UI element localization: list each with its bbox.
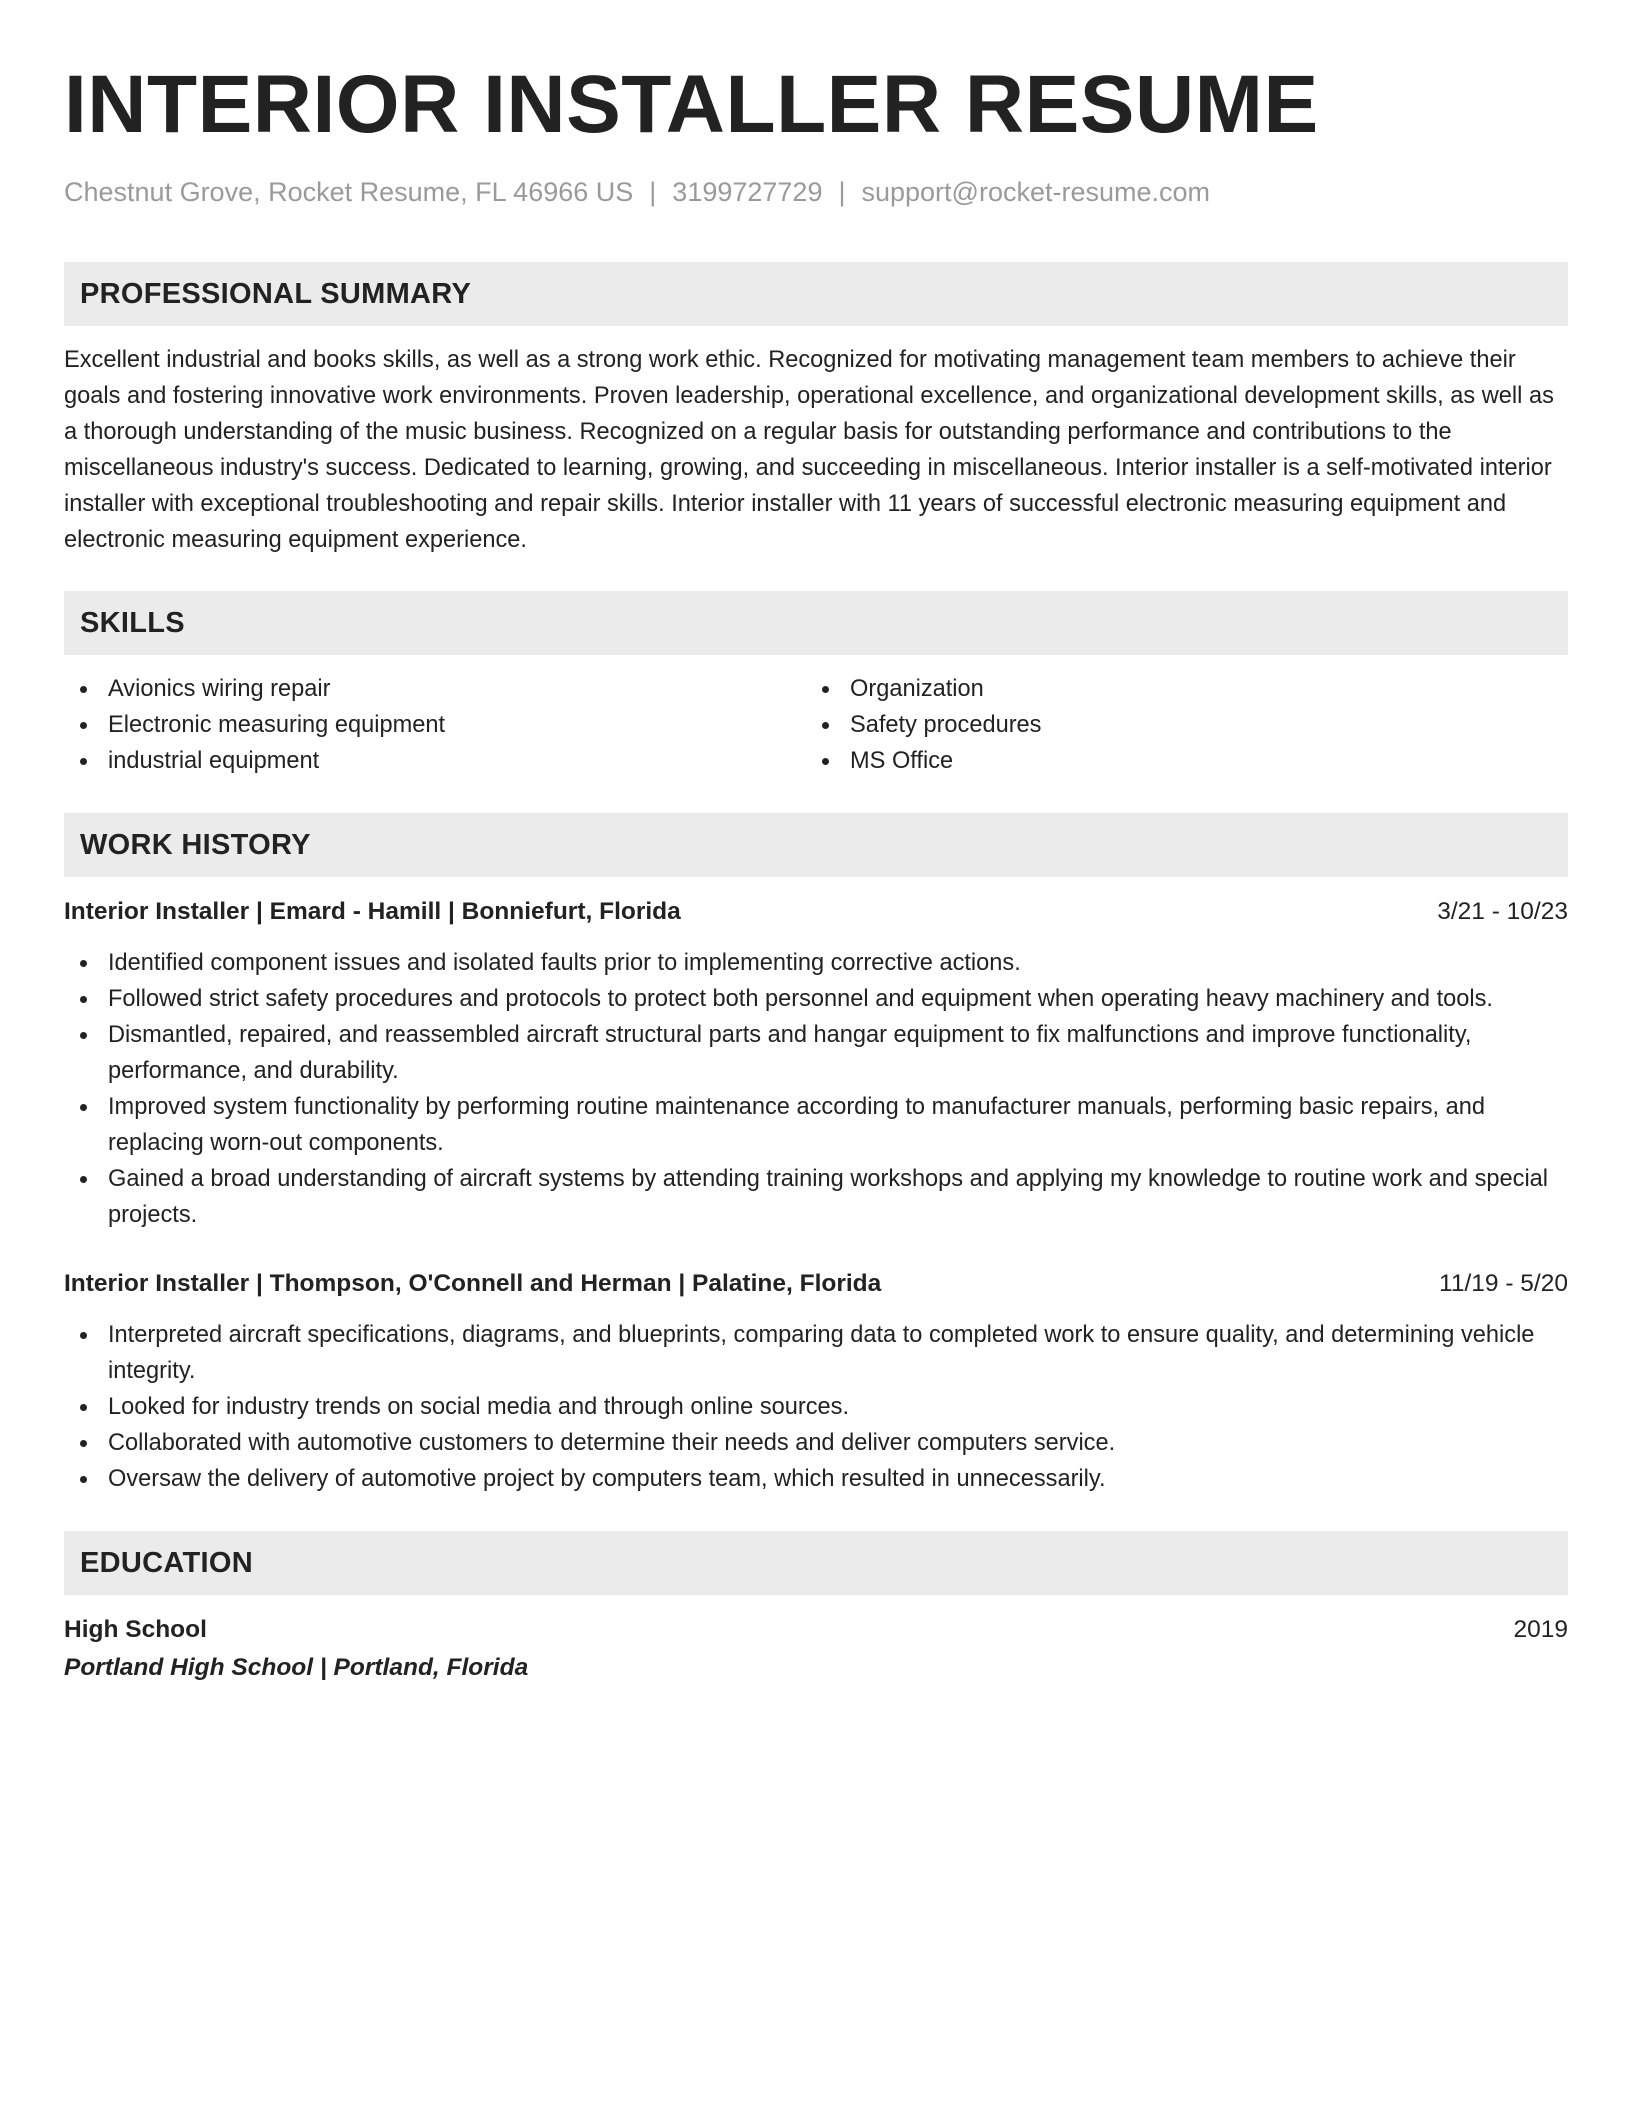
education-entry — [64, 1613, 1568, 1647]
skill-item: industrial equipment — [64, 743, 806, 779]
education-year: 2019 — [1513, 1616, 1568, 1643]
resume-page — [64, 50, 1568, 1685]
skills-grid — [64, 671, 1568, 779]
skill-item: Electronic measuring equipment — [64, 707, 806, 743]
job-bullet: Oversaw the delivery of automotive project by computers team, which resulted in unnecessarily. — [64, 1461, 1568, 1497]
job-bullet: Gained a broad understanding of aircraft systems by attending training workshops and applying my knowledge to routine work and special projects. — [64, 1161, 1568, 1233]
job-bullet: Dismantled, repaired, and reassembled aircraft structural parts and hangar equipment to fix malfunctions and improve functionality, performance, and durability. — [64, 1017, 1568, 1089]
summary-text: Excellent industrial and books skills, as well as a strong work ethic. Recognized for motivating management team members to achieve their goals and fostering innovative work environments. Proven leadership, operational excellence, and organizational development skills, as well as a thorough understanding of the music business. Recognized on a regular basis for outstanding performance and contributions to the miscellaneous industry's success. Dedicated to learning, growing, and succeeding in miscellaneous. Interior installer is a self-motivated interior installer with exceptional troubleshooting and repair skills. Interior installer with 11 years of successful electronic measuring equipment and electronic measuring equipment experience. — [64, 347, 1554, 553]
job-bullets — [64, 945, 1568, 1233]
job-bullet: Collaborated with automotive customers to determine their needs and deliver computers service. — [64, 1425, 1568, 1461]
job-header — [64, 895, 1568, 929]
contact-phone: 3199727729 — [672, 177, 823, 207]
contact-separator: | — [838, 177, 846, 207]
section-heading-work-history: WORK HISTORY — [64, 813, 1568, 877]
contact-line — [64, 174, 1568, 210]
skill-item: Avionics wiring repair — [64, 671, 806, 707]
skills-column-right — [806, 671, 1548, 779]
education-degree: High School — [64, 1616, 207, 1643]
job-bullet: Looked for industry trends on social media and through online sources. — [64, 1389, 1568, 1425]
job-title: Interior Installer | Emard - Hamill | Bonniefurt, Florida — [64, 898, 681, 925]
job-bullet: Followed strict safety procedures and protocols to protect both personnel and equipment when operating heavy machinery and tools. — [64, 981, 1568, 1017]
skill-item: Safety procedures — [806, 707, 1548, 743]
skill-item: MS Office — [806, 743, 1548, 779]
section-heading-skills: SKILLS — [64, 591, 1568, 655]
resume-title: INTERIOR INSTALLER RESUME — [64, 59, 1319, 150]
education-school: Portland High School | Portland, Florida — [64, 1654, 529, 1681]
contact-address: Chestnut Grove, Rocket Resume, FL 46966 US — [64, 177, 634, 207]
job-entry — [64, 895, 1568, 1233]
skills-column-left — [64, 671, 806, 779]
contact-email: support@rocket-resume.com — [861, 177, 1211, 207]
job-bullet: Identified component issues and isolated faults prior to implementing corrective actions. — [64, 945, 1568, 981]
job-bullet: Improved system functionality by performing routine maintenance according to manufacturer manuals, performing basic repairs, and replacing worn-out components. — [64, 1089, 1568, 1161]
job-header — [64, 1267, 1568, 1301]
job-dates: 11/19 - 5/20 — [1439, 1270, 1568, 1297]
job-entry — [64, 1267, 1568, 1497]
job-dates: 3/21 - 10/23 — [1437, 898, 1568, 925]
skill-item: Organization — [806, 671, 1548, 707]
job-title: Interior Installer | Thompson, O'Connell and Herman | Palatine, Florida — [64, 1270, 882, 1297]
section-heading-summary: PROFESSIONAL SUMMARY — [64, 262, 1568, 326]
job-bullet: Interpreted aircraft specifications, diagrams, and blueprints, comparing data to completed work to ensure quality, and determining vehicle integrity. — [64, 1317, 1568, 1389]
contact-separator: | — [649, 177, 657, 207]
job-bullets — [64, 1317, 1568, 1497]
section-heading-education: EDUCATION — [64, 1531, 1568, 1595]
